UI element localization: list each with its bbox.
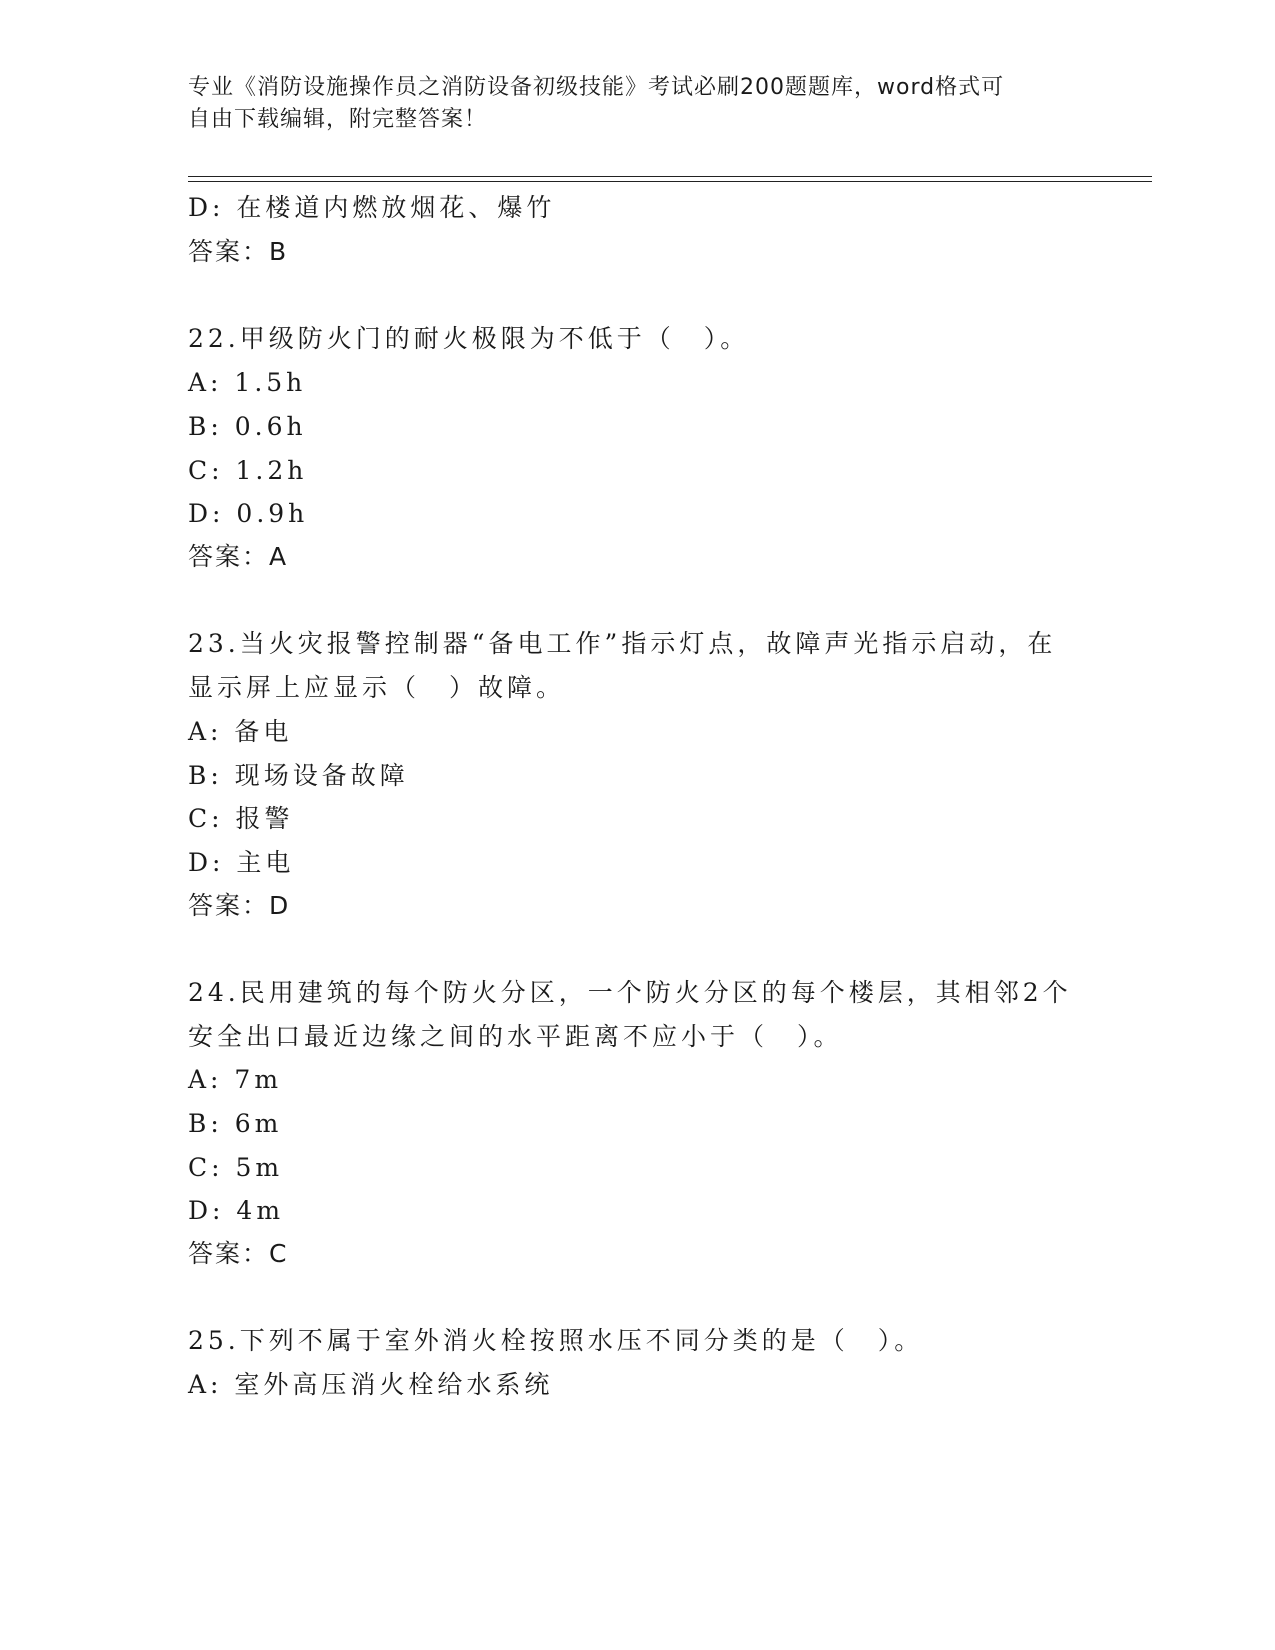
answer-label: 答案：C [188,1239,289,1268]
document-header [188,72,1088,136]
question-stem: 25.下列不属于室外消火栓按照水压不同分类的是（ ）。 [188,1326,924,1355]
option-d: D: 主电 [188,848,295,877]
option-d: D: 0.9h [188,499,309,528]
question-stem-continued: 显示屏上应显示（ ）故障。 [188,673,566,702]
option-a: A: 室外高压消火栓给水系统 [188,1370,554,1399]
option-d: D: 在楼道内燃放烟花、爆竹 [188,193,556,222]
answer-label: 答案：B [188,237,289,266]
question-stem: 24.民用建筑的每个防火分区，一个防火分区的每个楼层，其相邻2个 [188,978,1072,1007]
option-c: C: 1.2h [188,456,308,485]
option-b: B: 现场设备故障 [188,761,409,790]
header-line-2: 自由下载编辑，附完整答案！ [188,107,488,132]
option-b: B: 6m [188,1109,283,1138]
answer-label: 答案：D [188,891,291,920]
option-d: D: 4m [188,1196,285,1225]
option-a: A: 备电 [188,717,293,746]
header-line-1: 专业《消防设施操作员之消防设备初级技能》考试必刷200题题库，word格式可 [188,75,1005,100]
question-stem: 23.当火灾报警控制器“备电工作”指示灯点，故障声光指示启动，在 [188,629,1057,658]
option-c: C: 报警 [188,804,294,833]
header-divider-top [188,176,1152,177]
option-b: B: 0.6h [188,412,307,441]
option-a: A: 7m [188,1065,283,1094]
option-c: C: 5m [188,1153,284,1182]
question-stem: 22.甲级防火门的耐火极限为不低于（ ）。 [188,324,750,353]
option-a: A: 1.5h [188,368,307,397]
question-stem-continued: 安全出口最近边缘之间的水平距离不应小于（ ）。 [188,1022,843,1051]
header-divider-bottom [188,181,1152,182]
answer-label: 答案：A [188,542,289,571]
